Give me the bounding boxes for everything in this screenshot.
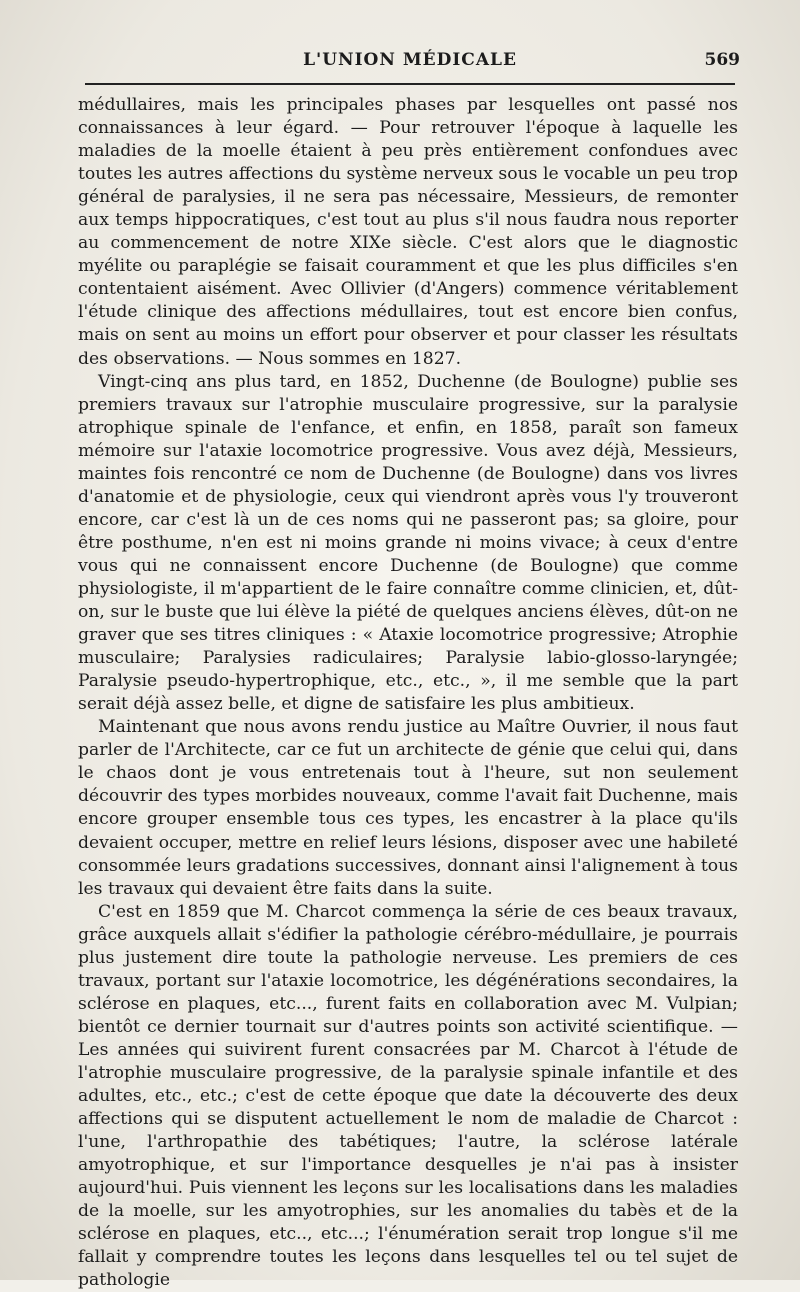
running-title: L'UNION MÉDICALE	[303, 50, 517, 70]
paragraph: C'est en 1859 que M. Charcot commença la série de ces beaux travaux, grâce auxquels allait s'édifier la pathologie cérébro-médullaire, je pourrais plus justement dire toute la pathologie nerveuse. Les premiers de ces travaux, portant sur l'ataxie locomotrice, les dégénérations secondaires, la sclérose en plaques, etc..., furent faits en collaboration avec M. Vulpian; bientôt ce dernier tournait sur d'autres points son activité scientifique. — Les années qui suivirent furent consacrées par M. Charcot à l'étude de l'atrophie musculaire progressive, de la paralysie spinale infantile et des adultes, etc., etc.; c'est de cette époque que date la découverte des deux affections qui se disputent actuellement le nom de maladie de Charcot : l'une, l'arthropathie des tabétiques; l'autre, la sclérose latérale amyotrophique, et sur l'importance desquelles je n'ai pas à insister aujourd'hui. Puis viennent les leçons sur les localisations dans les maladies de la moelle, sur les amyotrophies, sur les anomalies du tabès et de la sclérose en plaques, etc.., etc...; l'énumération serait trop longue s'il me fallait y comprendre toutes les leçons dans lesquelles tel ou tel sujet de pathologie	[78, 901, 738, 1291]
page-header	[80, 50, 740, 80]
header-rule	[85, 83, 735, 85]
body-text	[78, 94, 738, 1292]
paragraph: Vingt-cinq ans plus tard, en 1852, Duchenne (de Boulogne) publie ses premiers travaux sur l'atrophie musculaire progressive, sur la paralysie atrophique spinale de l'enfance, et enfin, en 1858, paraît son fameux mémoire sur l'ataxie locomotrice progressive. Vous avez déjà, Messieurs, maintes fois rencontré ce nom de Duchenne (de Boulogne) dans vos livres d'anatomie et de physiologie, ceux qui viendront après vous l'y trouveront encore, car c'est là un de ces noms qui ne passeront pas; sa gloire, pour être posthume, n'en est ni moins grande ni moins vivace; à ceux d'entre vous qui ne connaissent encore Duchenne (de Boulogne) que comme physiologiste, il m'appartient de le faire connaître comme clinicien, et, dût-on, sur le buste que lui élève la piété de quelques anciens élèves, dût-on ne graver que ses titres cliniques : « Ataxie locomotrice progressive; Atrophie musculaire; Paralysies radiculaires; Paralysie labio-glosso-laryngée; Paralysie pseudo-hypertrophique, etc., etc., », il me semble que la part serait déjà assez belle, et digne de satisfaire les plus ambitieux.	[78, 371, 738, 715]
paragraph: médullaires, mais les principales phases par lesquelles ont passé nos connaissances à leur égard. — Pour retrouver l'époque à laquelle les maladies de la moelle étaient à peu près entièrement confondues avec toutes les autres affections du système nerveux sous le vocable un peu trop général de paralysies, il ne sera pas nécessaire, Messieurs, de remonter aux temps hippocratiques, c'est tout au plus s'il nous faudra nous reporter au commencement de notre XIXe siècle. C'est alors que le diagnostic myélite ou paraplégie se faisait couramment et que les plus difficiles s'en contentaient aisément. Avec Ollivier (d'Angers) commence véritablement l'étude clinique des affections médullaires, tout est encore bien confus, mais on sent au moins un effort pour observer et pour classer les résultats des observations. — Nous sommes en 1827.	[78, 95, 738, 369]
page-number: 569	[704, 50, 740, 70]
paragraph: Maintenant que nous avons rendu justice au Maître Ouvrier, il nous faut parler de l'Architecte, car ce fut un architecte de génie que celui qui, dans le chaos dont je vous entretenais tout à l'heure, sut non seulement découvrir des types morbides nouveaux, comme l'avait fait Duchenne, mais encore grouper ensemble tous ces types, les encastrer à la place qu'ils devaient occuper, mettre en relief leurs lésions, disposer avec une habileté consommée leurs gradations successives, donnant ainsi l'alignement à tous les travaux qui devaient être faits dans la suite.	[78, 717, 738, 899]
